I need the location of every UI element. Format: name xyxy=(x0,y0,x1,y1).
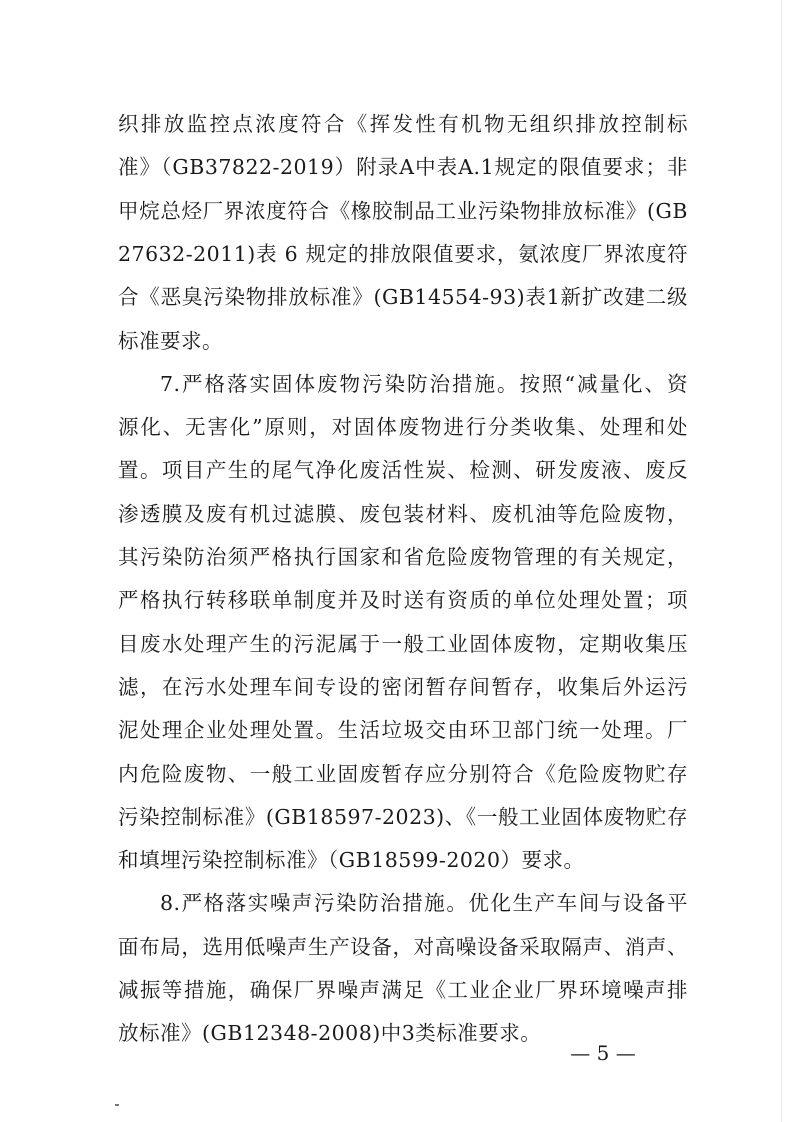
text-line: 甲烷总烃厂界浓度符合《橡胶制品工业污染物排放标准》(GB xyxy=(118,199,688,223)
scan-edge xyxy=(781,0,782,1122)
text-line: 准》（GB37822-2019）附录A中表A.1规定的限值要求；非 xyxy=(118,155,688,179)
text-line: 和填埋污染控制标准》（GB18599-2020）要求。 xyxy=(118,848,585,872)
text-line: 标准要求。 xyxy=(118,329,223,353)
text-line: 内危险废物、一般工业固废暂存应分别符合《危险废物贮存 xyxy=(118,762,688,786)
text-line: 其污染防治须严格执行国家和省危险废物管理的有关规定， xyxy=(118,545,688,569)
text-line: 置。项目产生的尾气净化废活性炭、检测、研发废液、废反 xyxy=(118,458,688,482)
text-line: 放标准》(GB12348-2008)中3类标准要求。 xyxy=(118,1021,542,1045)
text-line: 面布局，选用低噪声生产设备，对高噪设备采取隔声、消声、 xyxy=(118,935,688,959)
text-line: 滤，在污水处理车间专设的密闭暂存间暂存，收集后外运污 xyxy=(118,675,688,699)
text-line: 合《恶臭污染物排放标准》(GB14554-93)表1新扩改建二级 xyxy=(118,285,688,309)
text-line: 7.严格落实固体废物污染防治措施。按照“减量化、资 xyxy=(160,372,688,396)
text-line: 织排放监控点浓度符合《挥发性有机物无组织排放控制标 xyxy=(118,112,688,136)
text-line: 27632-2011)表 6 规定的排放限值要求，氨浓度厂界浓度符 xyxy=(118,242,688,266)
page-number: — 5 — xyxy=(570,1041,636,1065)
text-line: 泥处理企业处理处置。生活垃圾交由环卫部门统一处理。厂 xyxy=(118,718,688,742)
text-line: 渗透膜及废有机过滤膜、废包装材料、废机油等危险废物， xyxy=(118,502,688,526)
text-line: 污染控制标准》(GB18597-2023)、《一般工业固体废物贮存 xyxy=(118,805,688,829)
text-line: 严格执行转移联单制度并及时送有资质的单位处理处置；项 xyxy=(118,588,688,612)
text-line: 8.严格落实噪声污染防治措施。优化生产车间与设备平 xyxy=(160,891,688,915)
text-line: 目废水处理产生的污泥属于一般工业固体废物，定期收集压 xyxy=(118,632,688,656)
text-line: 减振等措施，确保厂界噪声满足《工业企业厂界环境噪声排 xyxy=(118,978,688,1002)
text-line: 源化、无害化”原则，对固体废物进行分类收集、处理和处 xyxy=(118,415,688,439)
scan-mark xyxy=(115,1104,119,1106)
